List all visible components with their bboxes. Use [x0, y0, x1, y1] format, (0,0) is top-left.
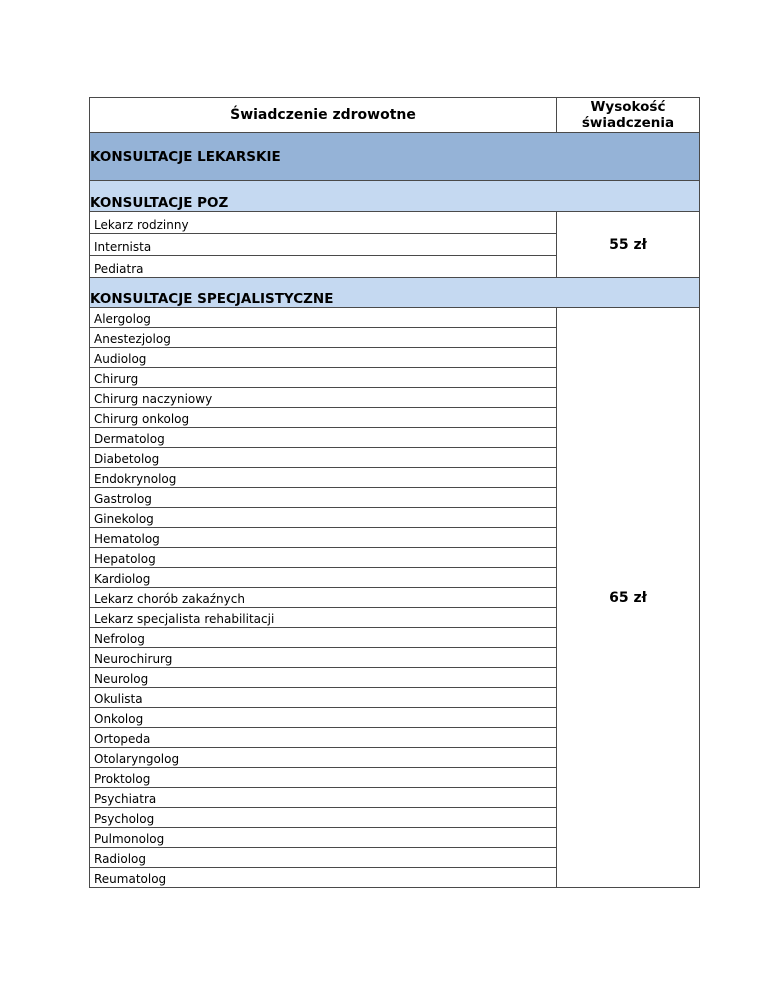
- service-name: Diabetolog: [90, 448, 557, 468]
- service-name: Internista: [90, 234, 557, 256]
- service-name: Chirurg onkolog: [90, 408, 557, 428]
- service-name: Pediatra: [90, 256, 557, 278]
- header-amount-line2: świadczenia: [581, 115, 675, 131]
- service-name: Psychiatra: [90, 788, 557, 808]
- service-name: Kardiolog: [90, 568, 557, 588]
- price-specialist: 65 zł: [557, 308, 700, 888]
- service-name: Neurolog: [90, 668, 557, 688]
- service-name: Nefrolog: [90, 628, 557, 648]
- service-name: Radiolog: [90, 848, 557, 868]
- section-title-poz: KONSULTACJE POZ: [90, 181, 700, 212]
- service-name: Anestezjolog: [90, 328, 557, 348]
- service-name: Hepatolog: [90, 548, 557, 568]
- service-name: Otolaryngolog: [90, 748, 557, 768]
- service-name: Psycholog: [90, 808, 557, 828]
- service-name: Lekarz chorób zakaźnych: [90, 588, 557, 608]
- service-name: Audiolog: [90, 348, 557, 368]
- service-name: Dermatolog: [90, 428, 557, 448]
- service-name: Hematolog: [90, 528, 557, 548]
- section-row-specialist: [90, 278, 700, 308]
- service-name: Endokrynolog: [90, 468, 557, 488]
- table-row: [90, 308, 700, 328]
- service-name: Onkolog: [90, 708, 557, 728]
- service-name: Lekarz rodzinny: [90, 212, 557, 234]
- service-name: Neurochirurg: [90, 648, 557, 668]
- service-name: Chirurg naczyniowy: [90, 388, 557, 408]
- service-name: Ortopeda: [90, 728, 557, 748]
- section-row-main: [90, 133, 700, 181]
- section-row-poz: [90, 181, 700, 212]
- section-title-main: KONSULTACJE LEKARSKIE: [90, 133, 700, 181]
- header-amount: [557, 98, 700, 133]
- service-name: Chirurg: [90, 368, 557, 388]
- service-name: Proktolog: [90, 768, 557, 788]
- table-header-row: [90, 98, 700, 133]
- price-table: [89, 97, 700, 888]
- service-name: Pulmonolog: [90, 828, 557, 848]
- service-name: Okulista: [90, 688, 557, 708]
- price-poz: 55 zł: [557, 212, 700, 278]
- service-name: Alergolog: [90, 308, 557, 328]
- header-amount-line1: Wysokość: [590, 99, 666, 115]
- service-name: Ginekolog: [90, 508, 557, 528]
- header-service: Świadczenie zdrowotne: [90, 98, 557, 133]
- service-name: Gastrolog: [90, 488, 557, 508]
- service-name: Reumatolog: [90, 868, 557, 888]
- table-row: [90, 212, 700, 234]
- service-name: Lekarz specjalista rehabilitacji: [90, 608, 557, 628]
- section-title-specialist: KONSULTACJE SPECJALISTYCZNE: [90, 278, 700, 308]
